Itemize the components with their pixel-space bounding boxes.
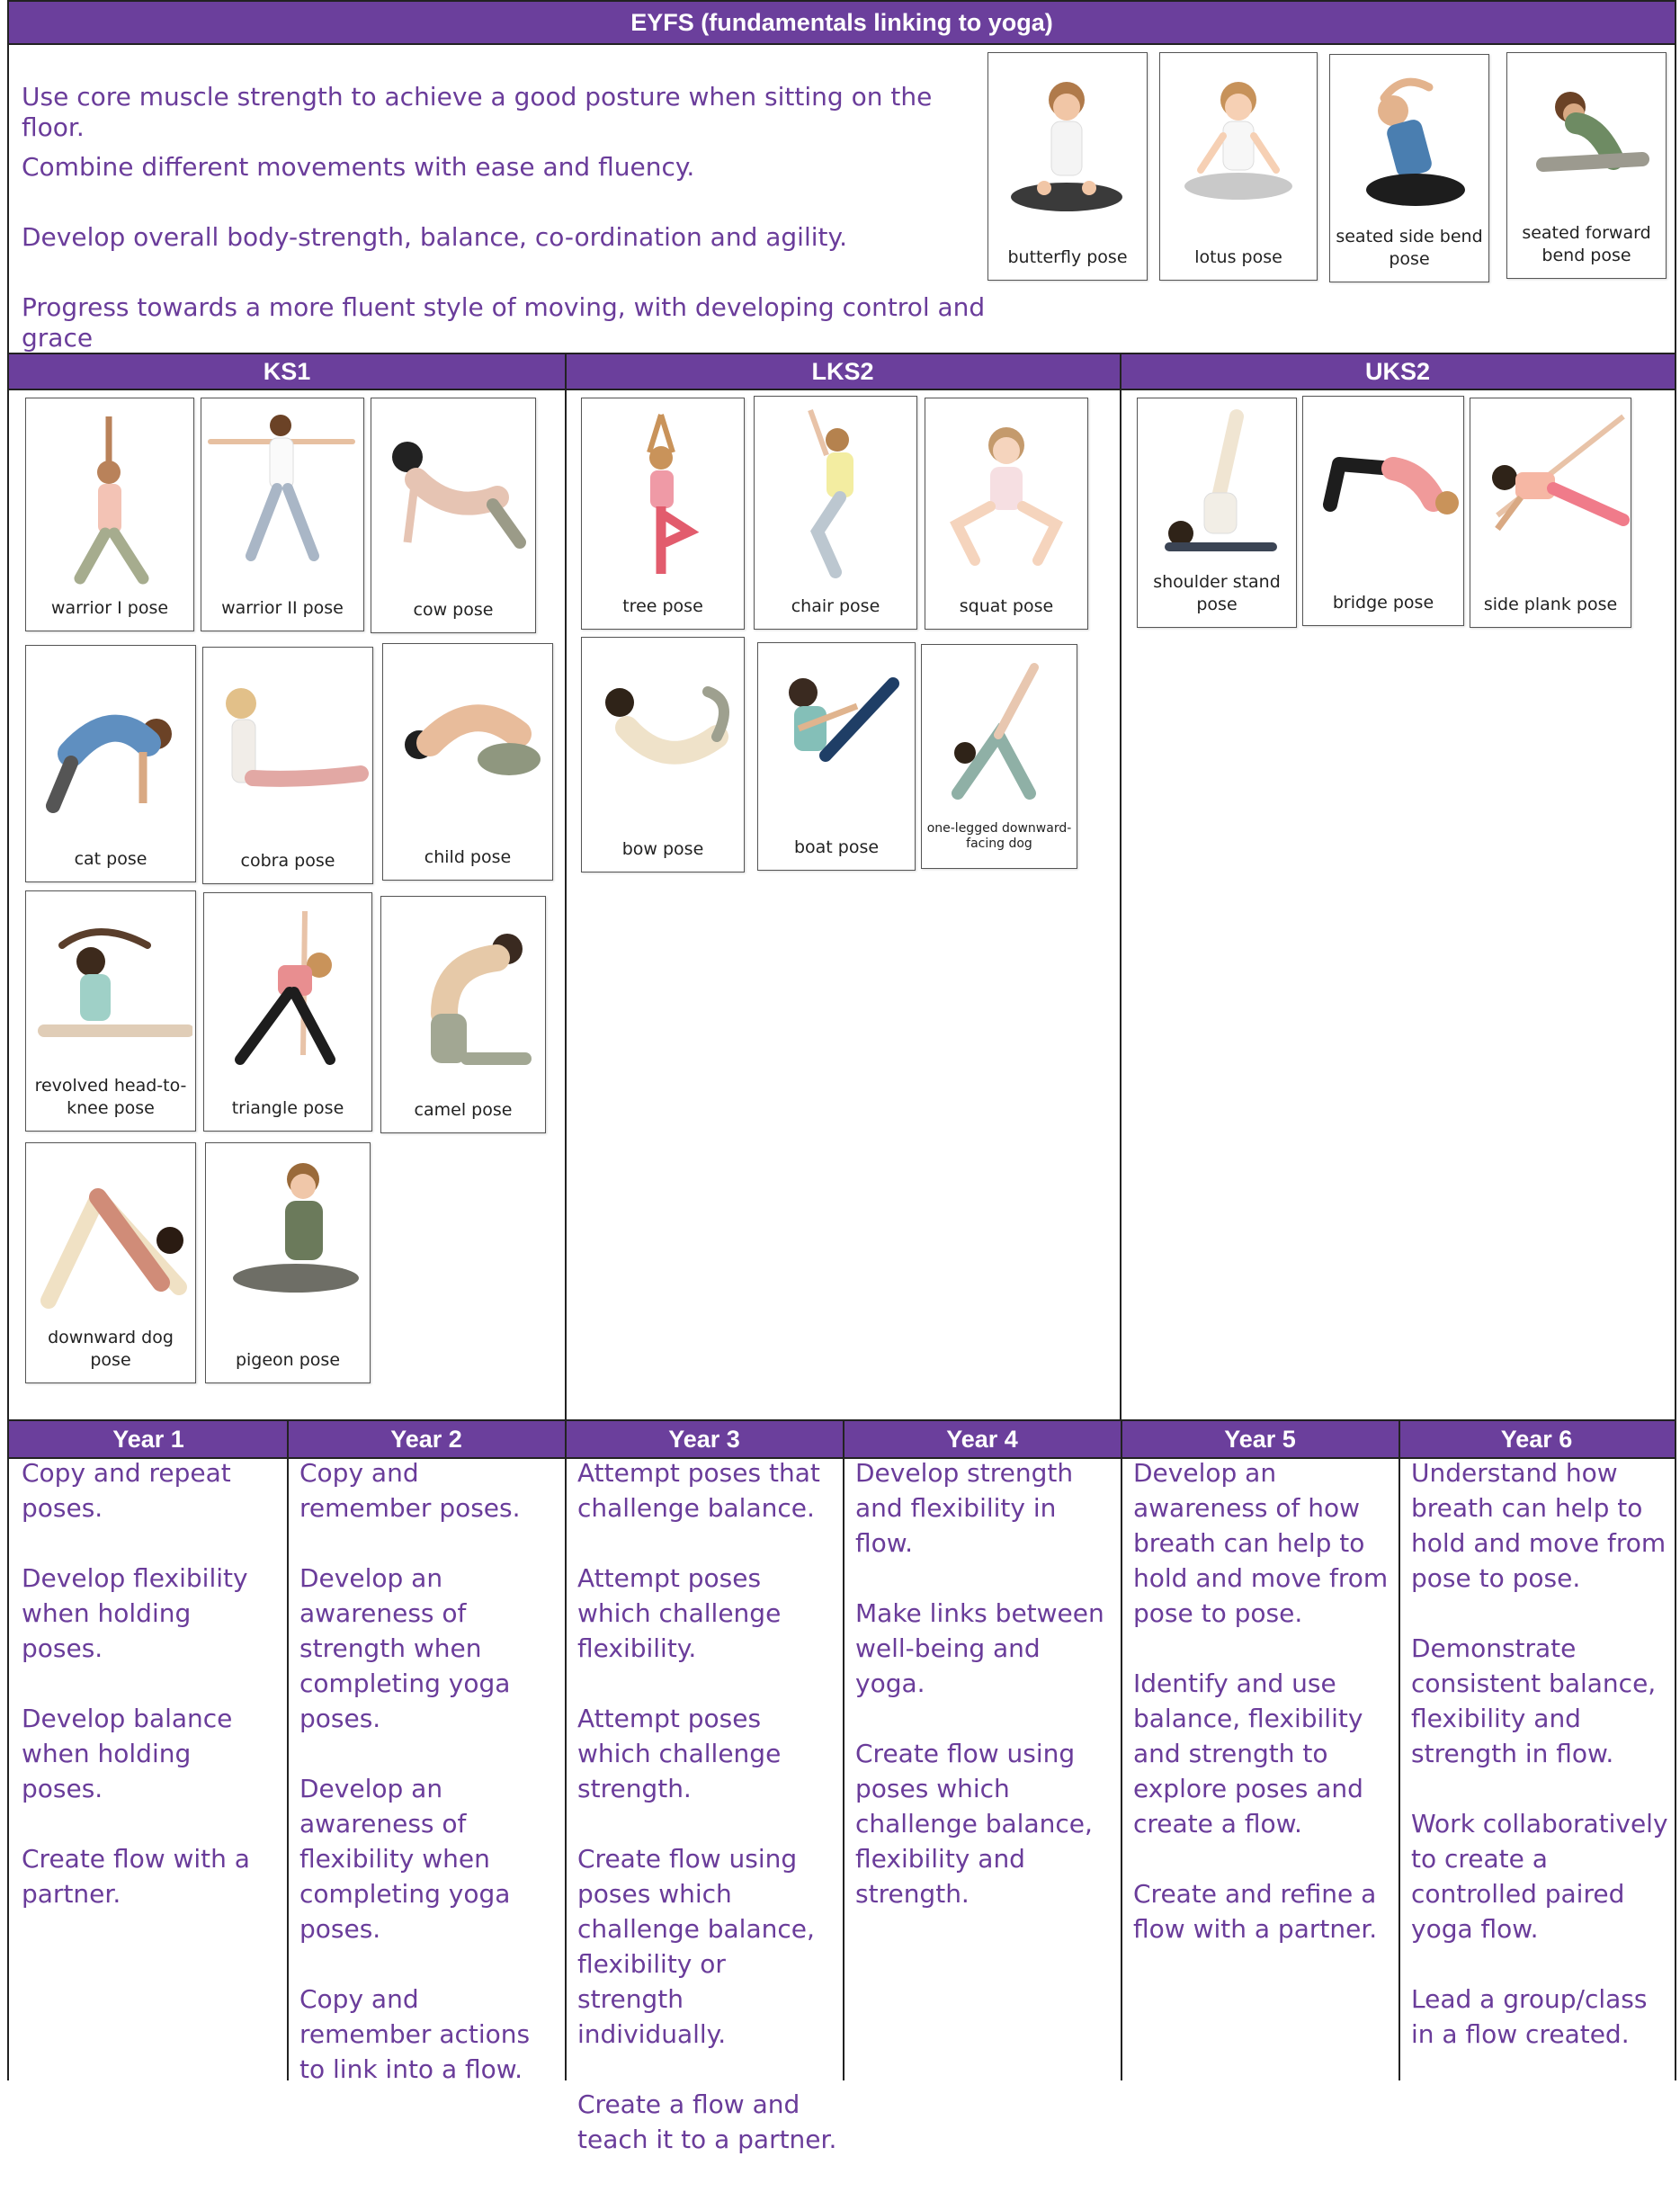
- bridge-pose-figure: [1303, 397, 1463, 577]
- objective: Create flow using poses which challenge balance, flexibility and strength.: [855, 1739, 1093, 1909]
- objective: Develop flexibility when holding poses.: [22, 1563, 248, 1663]
- triangle-pose-figure: [204, 893, 371, 1082]
- objective: Develop strength and flexibility in flow.: [855, 1458, 1074, 1558]
- seated-side-bend-figure: [1330, 55, 1488, 235]
- eyfs-goal-2: Combine different movements with ease and fluency.: [22, 152, 695, 182]
- objective: Work collaboratively to create a controlled paired yoga flow.: [1411, 1809, 1668, 1944]
- year-1-objectives: [22, 1455, 279, 1946]
- pose-label: shoulder stand pose: [1153, 572, 1281, 614]
- pigeon-pose-figure: [206, 1143, 368, 1332]
- pose-label: boat pose: [793, 837, 880, 857]
- pose-label: lotus pose: [1194, 247, 1282, 267]
- lotus-pose-figure: [1160, 53, 1316, 233]
- eyfs-header: [9, 0, 1675, 45]
- pose-label: warrior I pose: [50, 598, 169, 618]
- squat-pose-figure: [925, 398, 1087, 587]
- pose-label: one-legged downward-facing dog: [926, 821, 1072, 851]
- pose-label: side plank pose: [1483, 595, 1618, 614]
- pose-card-warrior-1: [25, 398, 194, 631]
- pose-label: child pose: [424, 847, 512, 867]
- objective: Develop an awareness of strength when completing yoga poses.: [299, 1563, 511, 1733]
- objective: Make links between well-being and yoga.: [855, 1598, 1104, 1698]
- pose-label: downward dog pose: [48, 1328, 174, 1370]
- pose-label: tree pose: [622, 596, 703, 616]
- pose-card-side-plank: [1470, 398, 1631, 628]
- objective: Demonstrate consistent balance, flexibility and strength in flow.: [1411, 1633, 1657, 1768]
- year-title: Year 1: [112, 1426, 184, 1453]
- boat-pose-figure: [758, 643, 916, 823]
- pose-card-camel: [380, 896, 546, 1133]
- pose-card-triangle: [203, 892, 372, 1132]
- objective: Understand how breath can help to hold and move from pose to pose.: [1411, 1458, 1667, 1593]
- objective: Copy and repeat poses.: [22, 1458, 231, 1523]
- eyfs-goal-3: Develop overall body-strength, balance, co-ordination and agility.: [22, 222, 847, 252]
- shoulder-stand-figure: [1138, 398, 1295, 578]
- objective: Develop balance when holding poses.: [22, 1704, 233, 1803]
- cobra-pose-figure: [203, 648, 370, 837]
- pose-label: revolved head-to-knee pose: [34, 1076, 187, 1118]
- bow-pose-figure: [582, 638, 744, 827]
- downward-dog-figure: [26, 1143, 192, 1332]
- curriculum-page: [7, 0, 1676, 2154]
- year-5-objectives: [1133, 1455, 1390, 1982]
- year-title: Year 6: [1500, 1426, 1573, 1453]
- year-header-4: [843, 1419, 1121, 1459]
- year-header-3: [565, 1419, 844, 1459]
- pose-card-bow: [581, 637, 745, 872]
- revolved-head-to-knee-figure: [26, 891, 192, 1080]
- camel-pose-figure: [381, 897, 543, 1086]
- pose-label: warrior II pose: [221, 598, 344, 618]
- year-2-objectives: [299, 1455, 557, 2122]
- seated-forward-bend-figure: [1507, 53, 1665, 233]
- pose-card-pigeon: [205, 1142, 371, 1383]
- eyfs-goal-4: Progress towards a more fluent style of moving, with developing control and grace: [22, 292, 986, 353]
- pose-card-boat: [757, 642, 916, 871]
- cat-pose-figure: [26, 646, 192, 835]
- year-header-2: [287, 1419, 566, 1459]
- pose-label: squat pose: [959, 596, 1054, 616]
- pose-label: cobra pose: [240, 851, 335, 871]
- objective: Develop an awareness of flexibility when completing yoga poses.: [299, 1774, 511, 1944]
- year-header-6: [1399, 1419, 1675, 1459]
- year-6-objectives: [1411, 1455, 1670, 2087]
- pose-card-tree: [581, 398, 745, 630]
- objective: Attempt poses which challenge flexibility.: [577, 1563, 782, 1663]
- objective: Create a flow and teach it to a partner.: [577, 2089, 837, 2154]
- stage-header-lks2: [566, 353, 1120, 390]
- divider: [1120, 353, 1121, 1420]
- divider: [1399, 1419, 1400, 2080]
- pose-card-cow: [371, 398, 536, 633]
- pose-card-one-legged-downward-dog: [921, 644, 1077, 869]
- pose-label: cow pose: [413, 600, 494, 620]
- butterfly-pose-figure: [988, 53, 1146, 233]
- eyfs-goal-1: Use core muscle strength to achieve a good posture when sitting on the floor.: [22, 82, 933, 142]
- year-4-objectives: [855, 1455, 1116, 1946]
- stage-header-ks1: [9, 353, 565, 390]
- pose-card-squat: [925, 398, 1088, 630]
- pose-label: chair pose: [791, 596, 880, 616]
- pose-card-seated-forward-bend: [1506, 52, 1667, 279]
- year-title: Year 5: [1224, 1426, 1296, 1453]
- year-title: Year 2: [390, 1426, 462, 1453]
- pose-card-seated-side-bend: [1329, 54, 1489, 282]
- objective: Create flow using poses which challenge balance, flexibility or strength individually.: [577, 1844, 815, 2049]
- objective: Copy and remember actions to link into a flow.: [299, 1984, 531, 2084]
- objective: Copy and remember poses.: [299, 1458, 521, 1523]
- objective: Identify and use balance, flexibility and strength to explore poses and create a flow.: [1133, 1669, 1363, 1839]
- year-header-5: [1121, 1419, 1399, 1459]
- tree-pose-figure: [582, 398, 744, 587]
- pose-card-revolved-head-to-knee: [25, 890, 196, 1132]
- pose-card-chair: [754, 396, 917, 630]
- pose-label: seated side bend pose: [1336, 227, 1483, 269]
- pose-card-warrior-2: [201, 398, 364, 631]
- pose-card-cat: [25, 645, 196, 882]
- pose-card-cobra: [202, 647, 373, 884]
- pose-label: camel pose: [414, 1100, 513, 1120]
- objective: Create flow with a partner.: [22, 1844, 250, 1909]
- year-3-objectives: [577, 1455, 838, 2192]
- objective: Attempt poses which challenge strength.: [577, 1704, 782, 1803]
- side-plank-figure: [1470, 398, 1631, 578]
- pose-label: triangle pose: [231, 1098, 344, 1118]
- divider: [1121, 1419, 1122, 2080]
- stage-title: LKS2: [811, 358, 874, 385]
- pose-card-butterfly: [987, 52, 1148, 281]
- objective: Attempt poses that challenge balance.: [577, 1458, 820, 1523]
- pose-card-lotus: [1159, 52, 1318, 281]
- year-title: Year 4: [946, 1426, 1018, 1453]
- warrior-1-figure: [26, 398, 192, 587]
- divider: [843, 1419, 844, 2080]
- pose-label: seated forward bend pose: [1522, 223, 1651, 265]
- child-pose-figure: [383, 644, 550, 833]
- pose-card-bridge: [1302, 396, 1464, 626]
- pose-card-child: [382, 643, 553, 881]
- chair-pose-figure: [755, 397, 916, 586]
- divider: [565, 353, 567, 1420]
- one-legged-downward-dog-figure: [922, 645, 1075, 820]
- eyfs-title: EYFS (fundamentals linking to yoga): [630, 9, 1053, 36]
- pose-card-downward-dog: [25, 1142, 196, 1383]
- stage-title: KS1: [263, 358, 311, 385]
- divider: [287, 1419, 289, 2080]
- objective: Create and refine a flow with a partner.: [1133, 1879, 1378, 1944]
- divider: [565, 1419, 567, 2080]
- pose-label: pigeon pose: [235, 1350, 341, 1370]
- year-header-1: [9, 1419, 288, 1459]
- objective: Develop an awareness of how breath can help to hold and move from pose to pose.: [1133, 1458, 1389, 1628]
- pose-label: bow pose: [621, 839, 704, 859]
- warrior-2-figure: [201, 398, 363, 587]
- stage-header-uks2: [1121, 353, 1675, 390]
- year-title: Year 3: [668, 1426, 740, 1453]
- objective: Lead a group/class in a flow created.: [1411, 1984, 1648, 2049]
- cow-pose-figure: [371, 398, 533, 587]
- pose-card-shoulder-stand: [1137, 398, 1297, 628]
- pose-label: butterfly pose: [1007, 247, 1128, 267]
- pose-label: bridge pose: [1332, 593, 1434, 613]
- pose-label: cat pose: [74, 849, 147, 869]
- stage-title: UKS2: [1364, 358, 1431, 385]
